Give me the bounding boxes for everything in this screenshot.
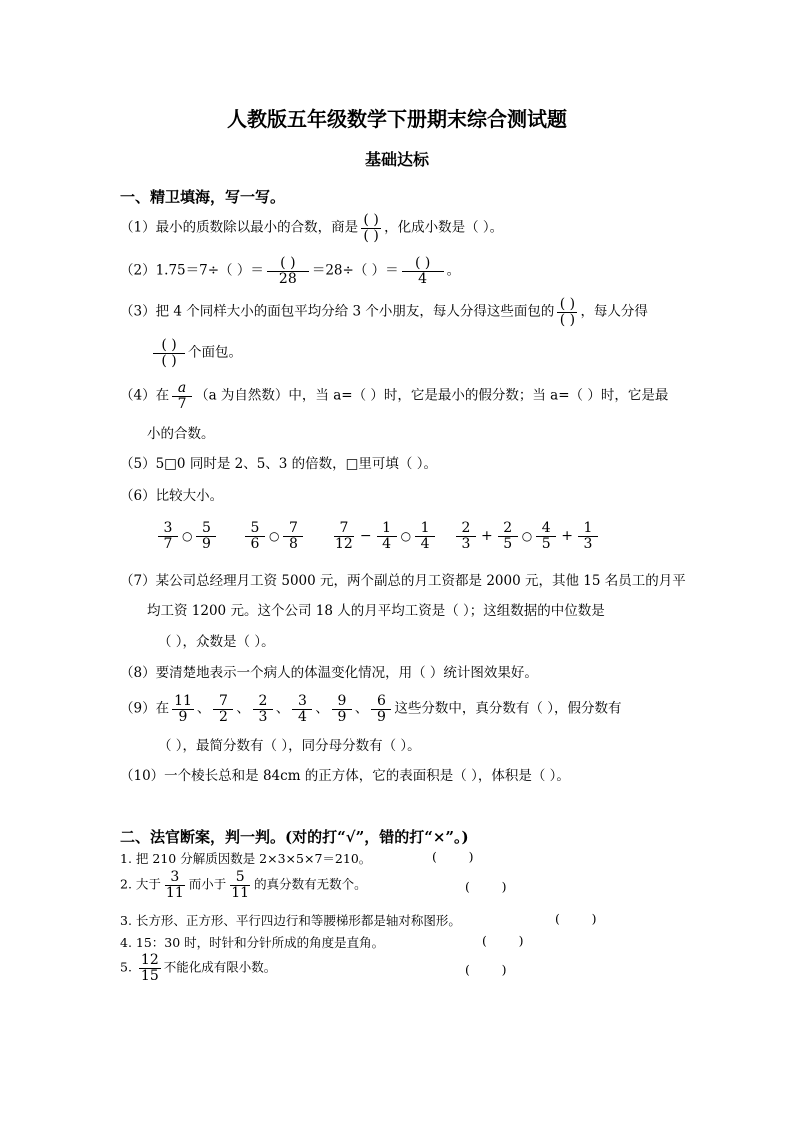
question-5: （5）5□0 同时是 2、5、3 的倍数，□里可填（ ）。 — [120, 456, 437, 472]
question-6-label: （6）比较大小。 — [120, 488, 224, 504]
fraction-blank: $\frac{( )}{( )}$ — [361, 213, 381, 243]
question-9-line2: （ ），最简分数有（ ），同分母分数有（ ）。 — [158, 738, 421, 754]
judge-item-2: 2. 大于 $\frac{3}{11}$ 而小于 $\frac{5}{11}$ 的真分数有无数个。 — [120, 869, 367, 901]
question-8: （8）要清楚地表示一个病人的体温变化情况，用（ ）统计图效果好。 — [120, 665, 538, 681]
question-1: （1）最小的质数除以最小的合数，商是 $\frac{( )}{( )}$ ，化成小数是（ ）。 — [120, 212, 504, 244]
compare-item-1: $\frac{3}{7}$ ○ $\frac{5}{9}$ — [155, 521, 219, 551]
fraction-blank: $\frac{( )}{( )}$ — [153, 338, 185, 368]
judge-item-4: 4. 15：30 时，时针和分针所成的角度是直角。 — [120, 935, 385, 950]
fraction-blank: $\frac{( )}{( )}$ — [557, 297, 577, 327]
section2-heading: 二、法官断案，判一判。(对的打“√”，错的打“×”。) — [120, 828, 469, 846]
question-4-line2: 小的合数。 — [147, 426, 215, 442]
question-4: （4）在 $\frac{a}{7}$ （a 为自然数）中，当 a=（ ）时，它是最小的假分数；当 a=（ ）时，它是最 — [120, 380, 669, 412]
judge-item-3: 3. 长方形、正方形、平行四边行和等腰梯形都是轴对称图形。 — [120, 913, 461, 928]
compare-item-4: $\frac{2}{3}$ + $\frac{2}{5}$ ○ $\frac{4}{5}$ + $\frac{1}{3}$ — [453, 521, 601, 551]
judge-answer-5[interactable]: ( ) — [465, 962, 507, 977]
question-7-line3: （ ），众数是（ ）。 — [158, 634, 275, 650]
fraction-a-over-7: $\frac{a}{7}$ — [172, 381, 192, 411]
question-7-line1: （7）某公司总经理月工资 5000 元，两个副总的月工资都是 2000 元，其他 15 名员工的月平 — [120, 573, 686, 589]
question-9: （9）在 $\frac{11}{9}$ 、 $\frac{7}{2}$ 、 $\frac{2}{3}$ 、 $\frac{3}{4}$ 、 $\frac{9}{9}$ 、 $\frac{6}{9}$ 这些分数中，真分数有（ ），假分数有 — [120, 693, 622, 725]
judge-item-5: 5. $\frac{12}{15}$ 不能化成有限小数。 — [120, 952, 277, 984]
compare-item-3: $\frac{7}{12}$ − $\frac{1}{4}$ ○ $\frac{1}{4}$ — [330, 521, 438, 551]
page-subtitle: 基础达标 — [364, 150, 429, 169]
judge-answer-2[interactable]: ( ) — [465, 879, 507, 894]
fraction-blank: $\frac{( )}{4}$ — [402, 256, 444, 286]
judge-answer-4[interactable]: ( ) — [482, 933, 524, 948]
section1-heading: 一、精卫填海，写一写。 — [120, 188, 286, 206]
question-10: （10）一个棱长总和是 84cm 的正方体，它的表面积是（ ），体积是（ ）。 — [120, 768, 570, 784]
question-3-line2: $\frac{( )}{( )}$ 个面包。 — [150, 338, 242, 368]
page-title: 人教版五年级数学下册期末综合测试题 — [227, 107, 567, 131]
judge-item-1: 1. 把 210 分解质因数是 2×3×5×7＝210。 — [120, 851, 372, 866]
judge-answer-1[interactable]: ( ) — [432, 849, 474, 864]
question-7-line2: 均工资 1200 元。这个公司 18 人的月平均工资是（ ）；这组数据的中位数是 — [147, 603, 605, 619]
fraction-blank: $\frac{( )}{28}$ — [267, 256, 309, 286]
question-2: （2）1.75＝7÷（ ）＝ $\frac{( )}{28}$ ＝28÷（ ）＝ $\frac{( )}{4}$ 。 — [120, 255, 461, 287]
compare-item-2: $\frac{5}{6}$ ○ $\frac{7}{8}$ — [242, 521, 306, 551]
judge-answer-3[interactable]: ( ) — [555, 911, 597, 926]
question-3: （3）把 4 个同样大小的面包平均分给 3 个小朋友，每人分得这些面包的 $\frac{( )}{( )}$ ，每人分得 — [120, 296, 648, 328]
